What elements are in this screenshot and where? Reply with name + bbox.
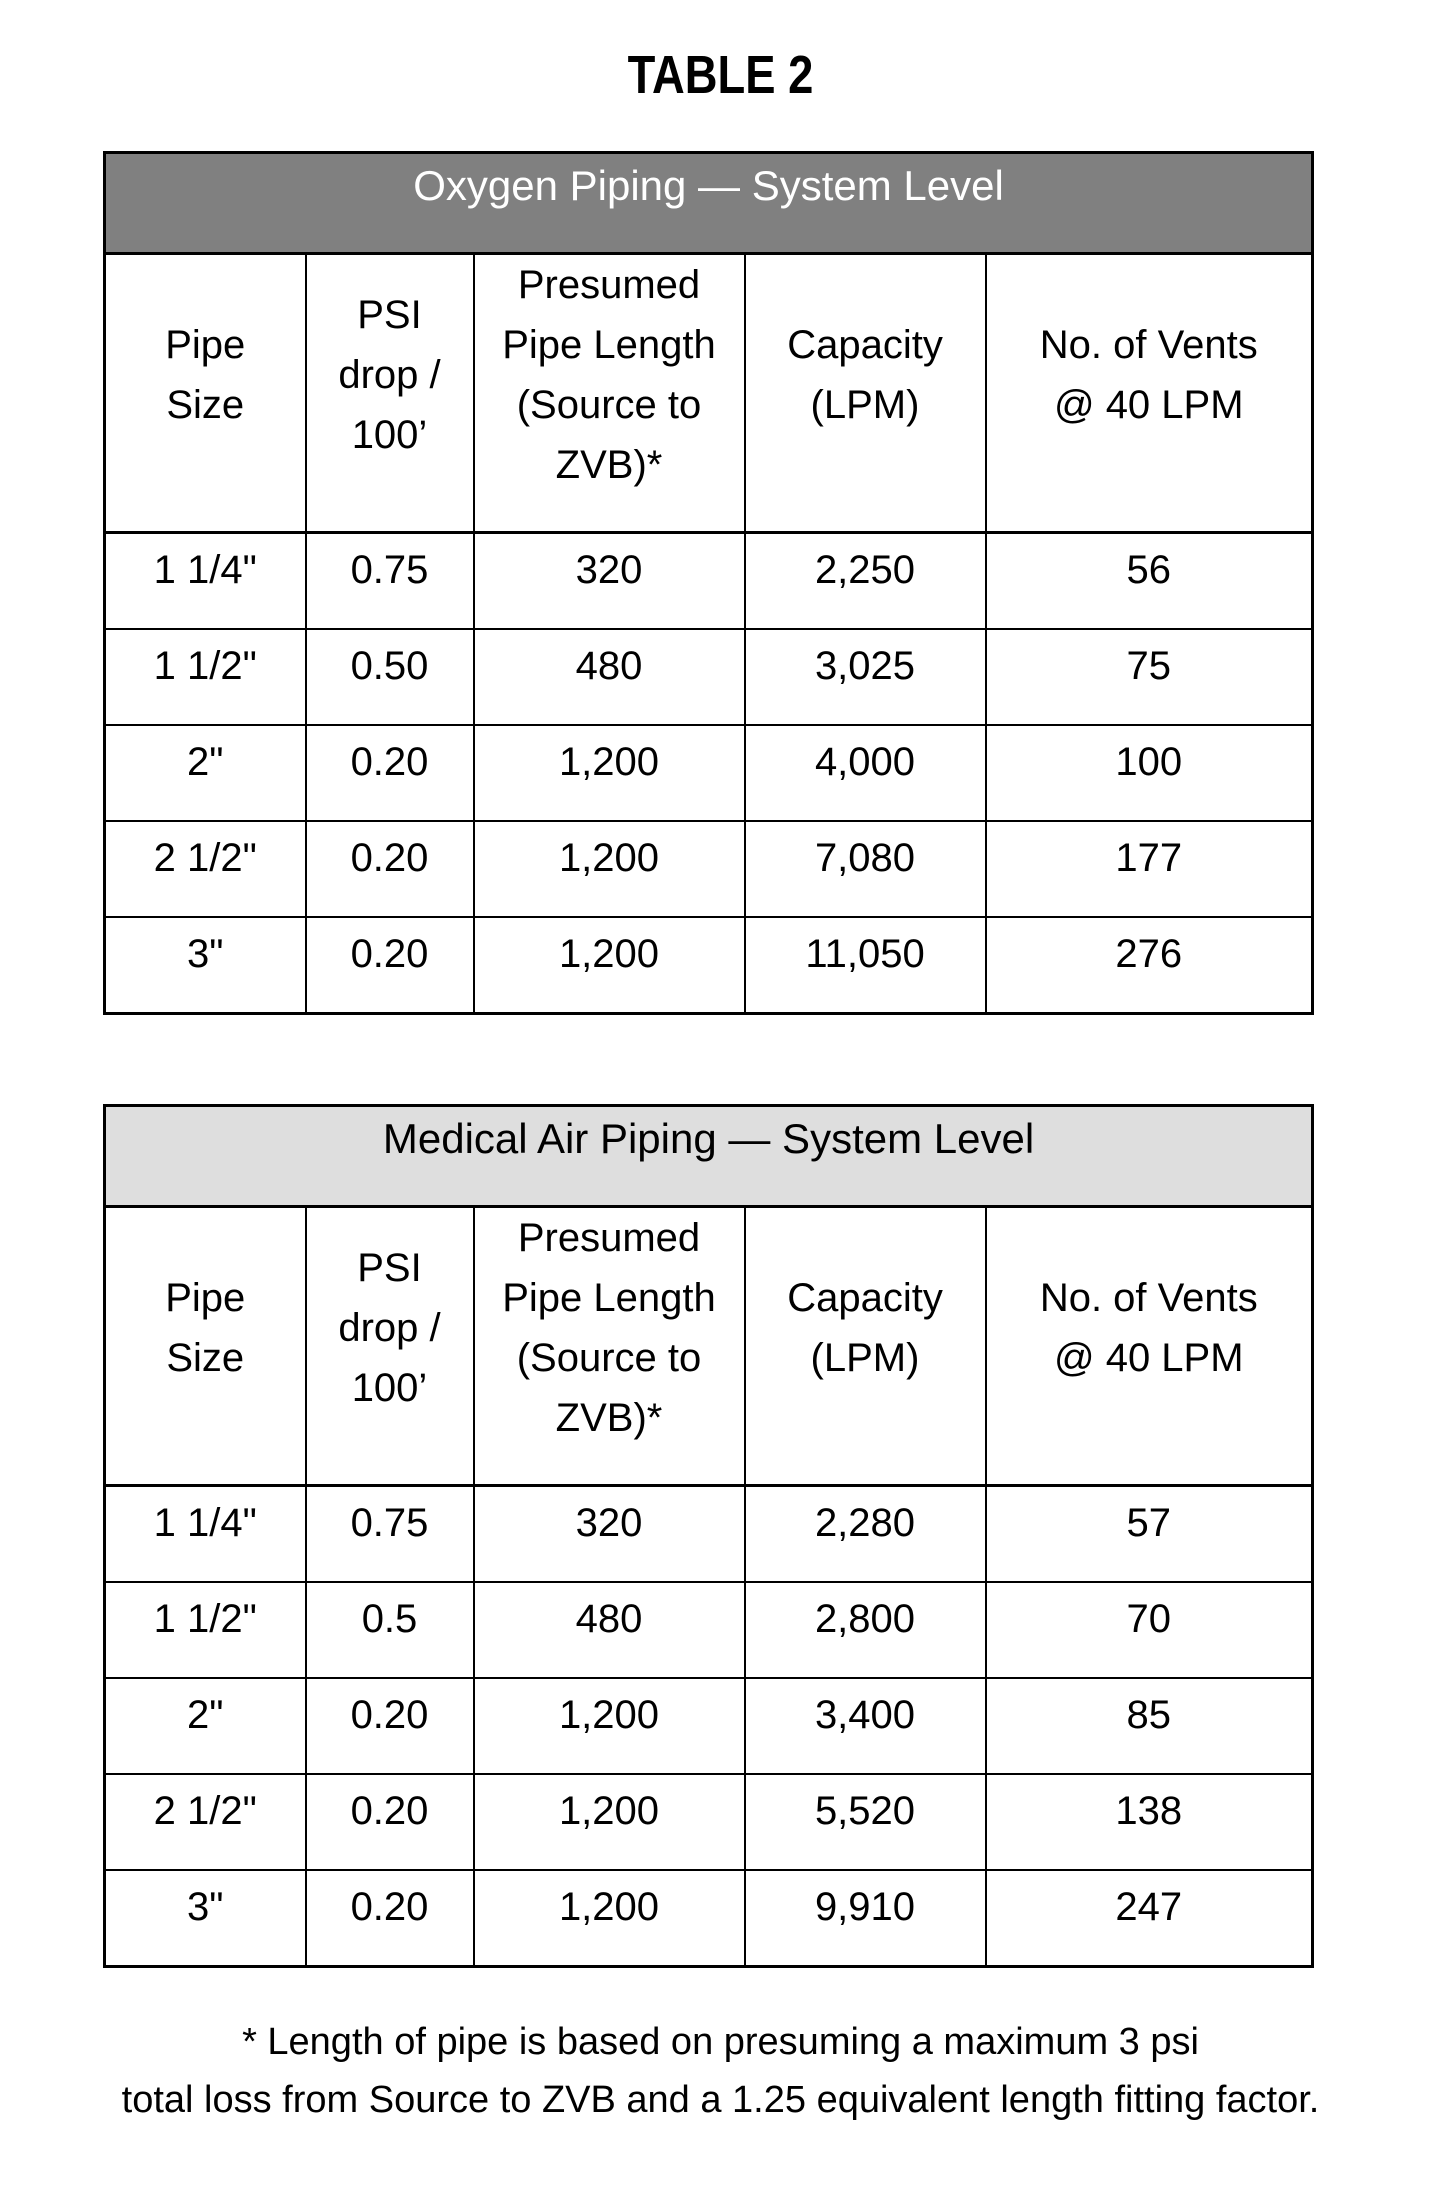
cell-pipe-size: 2" — [105, 1678, 306, 1774]
cell-psi-drop: 0.75 — [306, 1486, 474, 1583]
medical-air-table-heading: Medical Air Piping — System Level — [105, 1106, 1313, 1207]
cell-pipe-size: 1 1/4" — [105, 533, 306, 630]
cell-pipe-size: 2" — [105, 725, 306, 821]
cell-vents: 276 — [986, 917, 1313, 1014]
table-row — [105, 1774, 1313, 1870]
cell-pipe-length: 1,200 — [474, 1678, 745, 1774]
footnote-line: * Length of pipe is based on presuming a maximum 3 psi — [242, 2021, 1199, 2063]
cell-pipe-size: 2 1/2" — [105, 1774, 306, 1870]
cell-pipe-length: 1,200 — [474, 917, 745, 1014]
cell-pipe-size: 3" — [105, 1870, 306, 1967]
column-header-capacity: Capacity (LPM) — [745, 1207, 986, 1486]
cell-pipe-length: 480 — [474, 1582, 745, 1678]
cell-psi-drop: 0.20 — [306, 917, 474, 1014]
cell-vents: 247 — [986, 1870, 1313, 1967]
table-row — [105, 1582, 1313, 1678]
cell-pipe-length: 320 — [474, 1486, 745, 1583]
footnote-line: total loss from Source to ZVB and a 1.25 equivalent length fitting factor. — [121, 2079, 1320, 2121]
cell-vents: 85 — [986, 1678, 1313, 1774]
cell-capacity: 5,520 — [745, 1774, 986, 1870]
cell-psi-drop: 0.50 — [306, 629, 474, 725]
column-header-pipe-length: Presumed Pipe Length (Source to ZVB)* — [474, 254, 745, 533]
oxygen-piping-table — [103, 151, 1314, 1015]
cell-capacity: 7,080 — [745, 821, 986, 917]
cell-pipe-length: 1,200 — [474, 1870, 745, 1967]
column-header-pipe-length: Presumed Pipe Length (Source to ZVB)* — [474, 1207, 745, 1486]
cell-vents: 57 — [986, 1486, 1313, 1583]
cell-vents: 138 — [986, 1774, 1313, 1870]
cell-pipe-length: 320 — [474, 533, 745, 630]
column-header-psi-drop: PSI drop / 100’ — [306, 1207, 474, 1486]
table-heading-row — [105, 1106, 1313, 1207]
column-header-capacity: Capacity (LPM) — [745, 254, 986, 533]
cell-pipe-length: 1,200 — [474, 725, 745, 821]
cell-psi-drop: 0.75 — [306, 533, 474, 630]
cell-pipe-length: 480 — [474, 629, 745, 725]
cell-capacity: 9,910 — [745, 1870, 986, 1967]
table-row — [105, 1870, 1313, 1967]
document-title-text: TABLE 2 — [627, 45, 814, 105]
column-header-pipe-size: Pipe Size — [105, 254, 306, 533]
table-row — [105, 821, 1313, 917]
cell-vents: 100 — [986, 725, 1313, 821]
cell-capacity: 11,050 — [745, 917, 986, 1014]
medical-air-piping-table — [103, 1104, 1314, 1968]
table-row — [105, 1486, 1313, 1583]
table-row — [105, 629, 1313, 725]
cell-pipe-size: 1 1/4" — [105, 1486, 306, 1583]
column-header-vents: No. of Vents @ 40 LPM — [986, 1207, 1313, 1486]
cell-pipe-length: 1,200 — [474, 1774, 745, 1870]
cell-psi-drop: 0.20 — [306, 1774, 474, 1870]
cell-pipe-size: 1 1/2" — [105, 1582, 306, 1678]
cell-pipe-size: 3" — [105, 917, 306, 1014]
table-row — [105, 533, 1313, 630]
cell-pipe-size: 2 1/2" — [105, 821, 306, 917]
column-header-psi-drop: PSI drop / 100’ — [306, 254, 474, 533]
cell-psi-drop: 0.20 — [306, 821, 474, 917]
cell-capacity: 3,400 — [745, 1678, 986, 1774]
oxygen-table-heading: Oxygen Piping — System Level — [105, 153, 1313, 254]
column-header-row — [105, 1207, 1313, 1486]
cell-capacity: 2,280 — [745, 1486, 986, 1583]
cell-vents: 70 — [986, 1582, 1313, 1678]
cell-vents: 56 — [986, 533, 1313, 630]
cell-vents: 75 — [986, 629, 1313, 725]
cell-pipe-size: 1 1/2" — [105, 629, 306, 725]
column-header-row — [105, 254, 1313, 533]
cell-capacity: 3,025 — [745, 629, 986, 725]
cell-psi-drop: 0.5 — [306, 1582, 474, 1678]
cell-psi-drop: 0.20 — [306, 725, 474, 821]
footnote — [0, 2013, 1441, 2129]
cell-psi-drop: 0.20 — [306, 1678, 474, 1774]
cell-capacity: 2,800 — [745, 1582, 986, 1678]
table-row — [105, 917, 1313, 1014]
document-title — [0, 45, 1441, 105]
cell-capacity: 4,000 — [745, 725, 986, 821]
cell-capacity: 2,250 — [745, 533, 986, 630]
cell-pipe-length: 1,200 — [474, 821, 745, 917]
column-header-vents: No. of Vents @ 40 LPM — [986, 254, 1313, 533]
table-row — [105, 725, 1313, 821]
table-heading-row — [105, 153, 1313, 254]
cell-psi-drop: 0.20 — [306, 1870, 474, 1967]
cell-vents: 177 — [986, 821, 1313, 917]
column-header-pipe-size: Pipe Size — [105, 1207, 306, 1486]
table-row — [105, 1678, 1313, 1774]
